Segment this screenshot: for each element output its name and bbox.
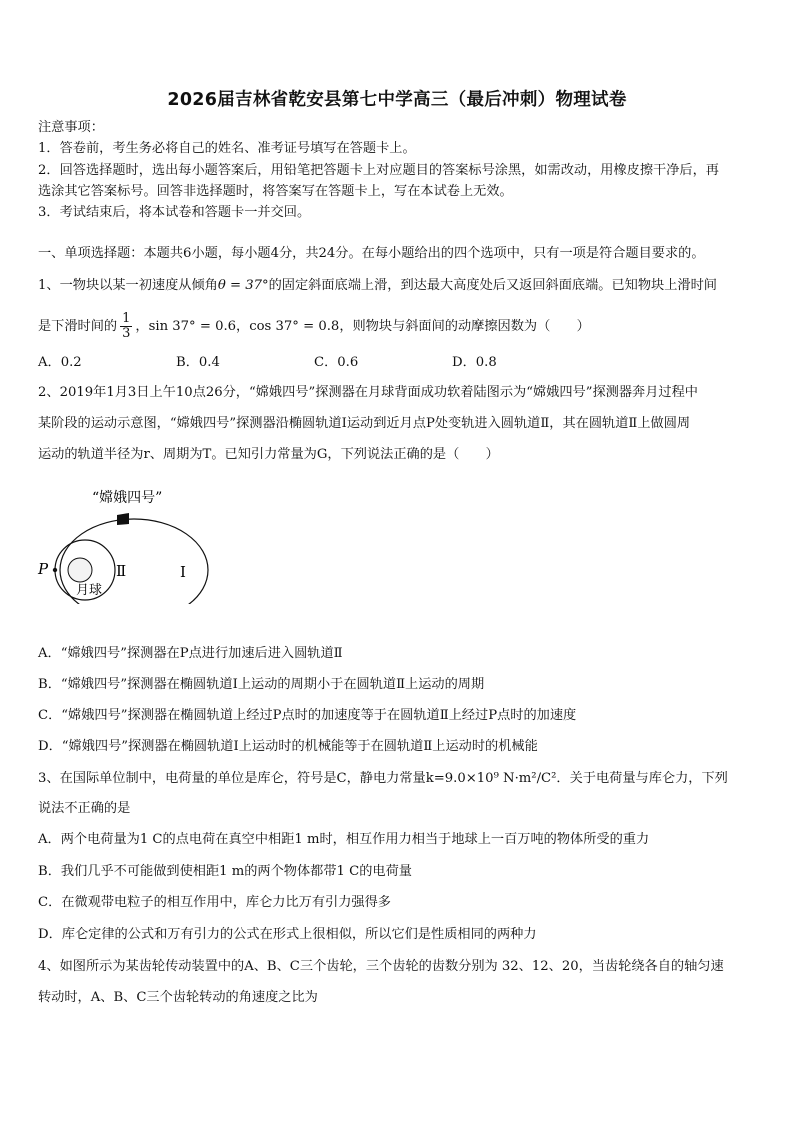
q1-cos: cos 37° = 0.8 <box>249 319 340 334</box>
page-title: 2026届吉林省乾安县第七中学高三（最后冲刺）物理试卷 <box>167 90 627 110</box>
q1-option-a[interactable]: A．0.2 <box>38 355 82 370</box>
q4-line-2: 转动时，A、B、C三个齿轮转动的角速度之比为 <box>38 990 318 1005</box>
q1-angle: θ = 37° <box>217 278 269 293</box>
q2-line-1: 2、2019年1月3日上午10点26分，“嫦娥四号”探测器在月球背面成功软着陆图示为“嫦娥四号”探测器奔月过程中 <box>38 385 698 400</box>
probe-icon <box>117 513 129 525</box>
q1-line-1 <box>38 277 758 295</box>
q1-fraction <box>120 312 132 341</box>
q3-line-2: 说法不正确的是 <box>38 801 131 816</box>
q3-option-b[interactable]: B．我们几乎不可能做到使相距1 m的两个物体都带1 C的电荷量 <box>38 864 412 879</box>
point-p-marker <box>53 568 57 572</box>
q1-text-c: 是下滑时间的 <box>38 319 118 334</box>
q1-options <box>38 354 758 372</box>
fraction-numerator: 1 <box>122 311 131 326</box>
q1-sin: sin 37° = 0.6 <box>148 319 237 334</box>
q1-option-d[interactable]: D．0.8 <box>452 355 497 370</box>
q1-option-c[interactable]: C．0.6 <box>314 355 359 370</box>
q1-option-b[interactable]: B．0.4 <box>176 355 220 370</box>
orbit-1-label: Ⅰ <box>180 563 186 581</box>
notice-heading: 注意事项： <box>38 120 104 135</box>
section-heading: 一、单项选择题：本题共6小题，每小题4分，共24分。在每小题给出的四个选项中，只有一项是符合题目要求的。 <box>38 246 705 261</box>
q3-option-a[interactable]: A．两个电荷量为1 C的点电荷在真空中相距1 m时，相互作用力相当于地球上一百万吨的物体所受的重力 <box>38 832 650 847</box>
notice-item-3: 3．考试结束后，将本试卷和答题卡一并交回。 <box>38 205 311 220</box>
q3-option-c[interactable]: C．在微观带电粒子的相互作用中，库仑力比万有引力强得多 <box>38 895 391 910</box>
notice-item-2-cont: 选涂其它答案标号。回答非选择题时，将答案写在答题卡上，写在本试卷上无效。 <box>38 184 513 199</box>
q1-text-b: 的固定斜面底端上滑，到达最大高度处后又返回斜面底端。已知物块上滑时间 <box>268 278 717 293</box>
q1-text-d: ，则物块与斜面间的动摩擦因数为（ ） <box>339 319 590 334</box>
q2-option-d[interactable]: D．“嫦娥四号”探测器在椭圆轨道Ⅰ上运动时的机械能等于在圆轨道Ⅱ上运动时的机械能 <box>38 739 538 754</box>
q1-line-2: 是下滑时间的 $\frac{1}{3}$ ，sin 37° = 0.6，cos 37° = 0.8，则物块与斜面间的动摩擦因数为（ ） <box>38 311 590 341</box>
q2-line-3: 运动的轨道半径为r、周期为T。已知引力常量为G，下列说法正确的是（ ） <box>38 447 499 462</box>
fraction-denominator: 3 <box>122 326 131 341</box>
notice-item-2: 2．回答选择题时，选出每小题答案后，用铅笔把答题卡上对应题目的答案标号涂黑，如需改动，用橡皮擦干净后，再 <box>38 163 719 178</box>
notice-item-1: 1．答卷前，考生务必将自己的姓名、准考证号填写在答题卡上。 <box>38 141 416 156</box>
orbit-2-label: Ⅱ <box>116 562 127 580</box>
q2-line-2: 某阶段的运动示意图，“嫦娥四号”探测器沿椭圆轨道Ⅰ运动到近月点P处变轨进入圆轨道Ⅱ，其在圆轨道Ⅱ上做圆周 <box>38 416 691 431</box>
moon <box>68 558 92 582</box>
moon-label: 月球 <box>76 583 103 598</box>
q1-text-a: 1、一物块以某一初速度从倾角 <box>38 278 218 293</box>
point-p-label: P <box>38 560 49 578</box>
orbit-diagram <box>30 484 220 604</box>
q4-line-1: 4、如图所示为某齿轮传动装置中的A、B、C三个齿轮，三个齿轮的齿数分别为 32、12、20，当齿轮绕各自的轴匀速 <box>38 959 724 974</box>
q2-option-c[interactable]: C．“嫦娥四号”探测器在椭圆轨道上经过P点时的加速度等于在圆轨道Ⅱ上经过P点时的加速度 <box>38 708 577 723</box>
probe-label: “嫦娥四号” <box>92 490 163 506</box>
q3-option-d[interactable]: D．库仑定律的公式和万有引力的公式在形式上很相似，所以它们是性质相同的两种力 <box>38 927 537 942</box>
q3-line-1: 3、在国际单位制中，电荷量的单位是库仑，符号是C，静电力常量k=9.0×10⁹ N·m²/C²．关于电荷量与库仑力，下列 <box>38 771 728 786</box>
q2-option-b[interactable]: B．“嫦娥四号”探测器在椭圆轨道Ⅰ上运动的周期小于在圆轨道Ⅱ上运动的周期 <box>38 677 485 692</box>
q2-option-a[interactable]: A．“嫦娥四号”探测器在P点进行加速后进入圆轨道Ⅱ <box>38 646 343 661</box>
